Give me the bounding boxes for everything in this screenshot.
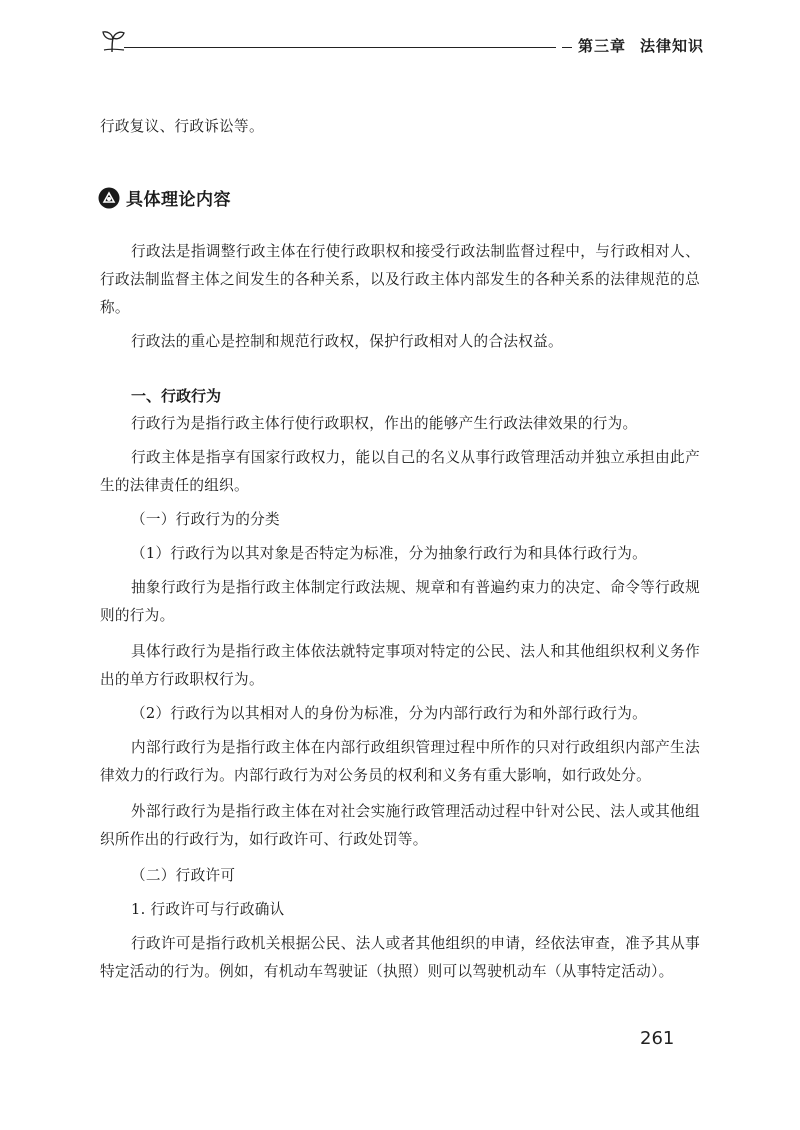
list-item: （2）行政行为以其相对人的身份为标准，分为内部行政行为和外部行政行为。: [131, 705, 647, 722]
section-badge-icon: [98, 187, 120, 209]
page-number: 261: [640, 1028, 675, 1049]
running-header: [100, 28, 705, 58]
chapter-subject: 法律知识: [640, 37, 705, 55]
paragraph: 行政主体是指享有国家行政权力，能以自己的名义从事行政管理活动并独立承担由此产生的法律责任的组织。: [100, 449, 700, 494]
header-rule: [124, 47, 556, 48]
intro-fragment: 行政复议、行政诉讼等。: [100, 118, 264, 135]
paragraph: 抽象行政行为是指行政主体制定行政法规、规章和有普遍约束力的决定、命令等行政规则的行为。: [100, 579, 700, 624]
paragraph: 具体行政行为是指行政主体依法就特定事项对特定的公民、法人和其他组织权利义务作出的单方行政职权行为。: [100, 643, 700, 688]
paragraph: 行政行为是指行政主体行使行政职权，作出的能够产生行政法律效果的行为。: [131, 415, 638, 432]
paragraph: 外部行政行为是指行政主体在对社会实施行政管理活动过程中针对公民、法人或其他组织所作出的行政行为，如行政许可、行政处罚等。: [100, 803, 700, 848]
sprout-icon: [100, 28, 126, 54]
list-item: （1）行政行为以其对象是否特定为标准，分为抽象行政行为和具体行政行为。: [131, 545, 647, 562]
subheading-licensing: （二）行政许可: [131, 867, 236, 884]
paragraph: 行政法是指调整行政主体在行使行政职权和接受行政法制监督过程中，与行政相对人、行政法制监督主体之间发生的各种关系，以及行政主体内部发生的各种关系的法律规范的总称。: [100, 243, 700, 316]
subheading-licensing-1: 1. 行政许可与行政确认: [131, 901, 285, 918]
chapter-title: [578, 35, 704, 56]
chapter-number: 第三章: [578, 37, 627, 55]
paragraph: 行政法的重心是控制和规范行政权，保护行政相对人的合法权益。: [131, 333, 563, 350]
page-body: [100, 113, 700, 986]
section-heading: [98, 185, 700, 210]
subheading-classification: （一）行政行为的分类: [131, 511, 280, 528]
section-title: 具体理论内容: [126, 190, 231, 210]
paragraph: 内部行政行为是指行政主体在内部行政组织管理过程中所作的只对行政组织内部产生法律效力的行政行为。内部行政行为对公务员的权利和义务有重大影响，如行政处分。: [100, 739, 700, 784]
heading-administrative-acts: 一、行政行为: [131, 387, 222, 405]
paragraph: 行政许可是指行政机关根据公民、法人或者其他组织的申请，经依法审查，准予其从事特定活动的行为。例如，有机动车驾驶证（执照）则可以驾驶机动车（从事特定活动）。: [100, 935, 700, 980]
header-rule-dash: [562, 47, 572, 48]
